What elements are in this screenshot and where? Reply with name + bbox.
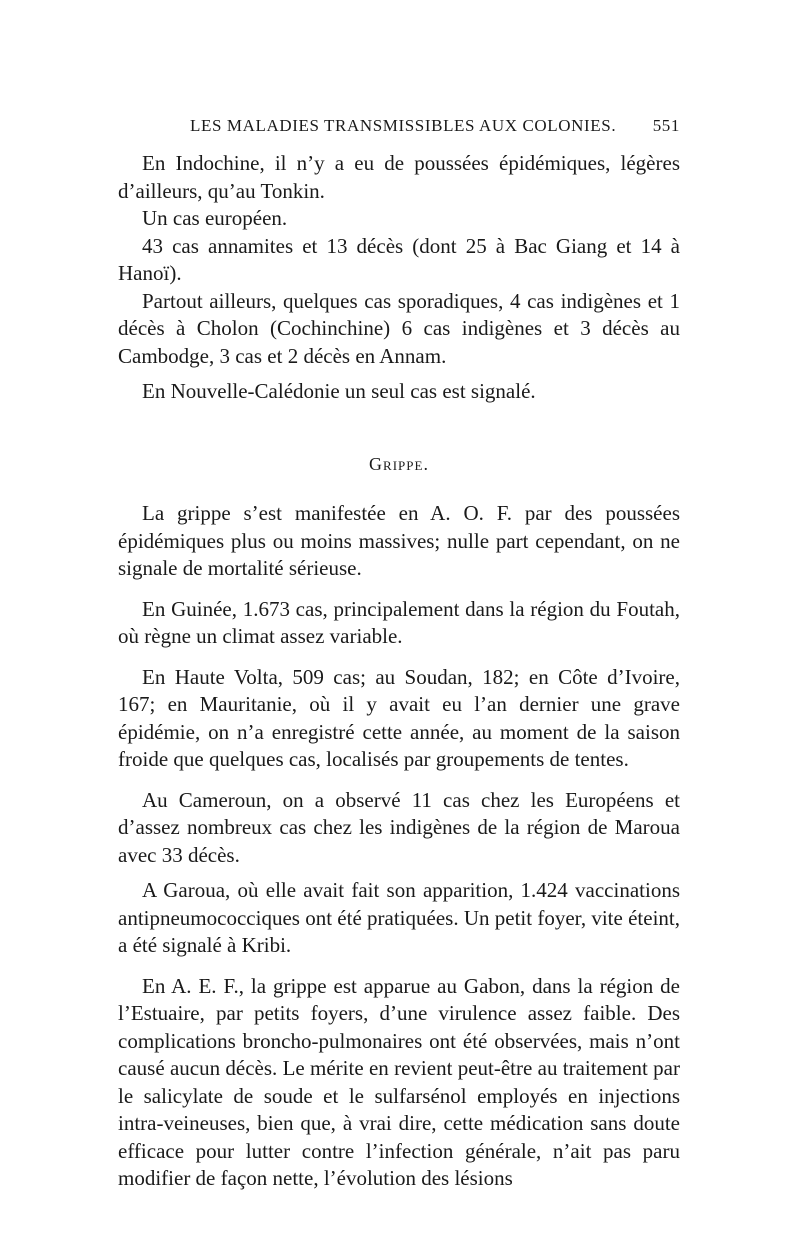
paragraph-grippe-aof: La grippe s’est manifestée en A. O. F. par des poussées épidémiques plus ou moins massives; nulle part cependant, on ne signale de mortalité sérieuse. [118,501,680,580]
paragraph-partout-ailleurs: Partout ailleurs, quelques cas sporadiques, 4 cas indigènes et 1 décès à Cholon (Cochinchine) 6 cas indigènes et 3 décès au Cambodge, 3 cas et 2 décès en Annam. [118,288,680,368]
page-body [118,150,680,1193]
paragraph-cas-annamites: 43 cas annamites et 13 décès (dont 25 à Bac Giang et 14 à Hanoï). [118,233,680,285]
paragraph-cas-europeen: Un cas européen. [142,206,288,230]
paragraph-indochine: En Indochine, il n’y a eu de poussées épidémiques, légères d’ailleurs, qu’au Tonkin. [118,151,680,203]
page-number: 551 [652,116,680,135]
paragraph-garoua: A Garoua, où elle avait fait son apparition, 1.424 vaccinations antipneumococciques ont été pratiquées. Un petit foyer, vite éteint, a été signalé à Kribi. [118,878,680,957]
paragraph-cameroun: Au Cameroun, on a observé 11 cas chez les Européens et d’assez nombreux cas chez les indigènes de la région de Maroua avec 33 décès. [118,787,680,867]
paragraph-nouvelle-caledonie: En Nouvelle-Calédonie un seul cas est signalé. [142,379,536,403]
section-heading-grippe: Grippe. [369,453,429,474]
running-title: LES MALADIES TRANSMISSIBLES AUX COLONIES. [190,116,617,135]
paragraph-aef: En A. E. F., la grippe est apparue au Gabon, dans la région de l’Estuaire, par petits foyers, d’une virulence assez faible. Des complications broncho-pulmonaires ont été observées, mais n’ont causé aucun décès. Le mérite en revient peut-être au traitement par le salicylate de soude et le sulfarsénol employés en injections intra-veineuses, bien que, à vrai dire, cette médication sans doute efficace pour lutter contre l’infection générale, n’ait pas paru modifier de façon nette, l’évolution des lésions [118,973,680,1190]
paragraph-haute-volta: En Haute Volta, 509 cas; au Soudan, 182; en Côte d’Ivoire, 167; en Mauritanie, où il y avait eu l’an dernier une grave épidémie, on n’a enregistré cette année, au moment de la saison froide que quelques cas, localisés par groupements de tentes. [118,664,680,771]
paragraph-guinee: En Guinée, 1.673 cas, principalement dans la région du Foutah, où règne un climat assez variable. [118,596,680,648]
